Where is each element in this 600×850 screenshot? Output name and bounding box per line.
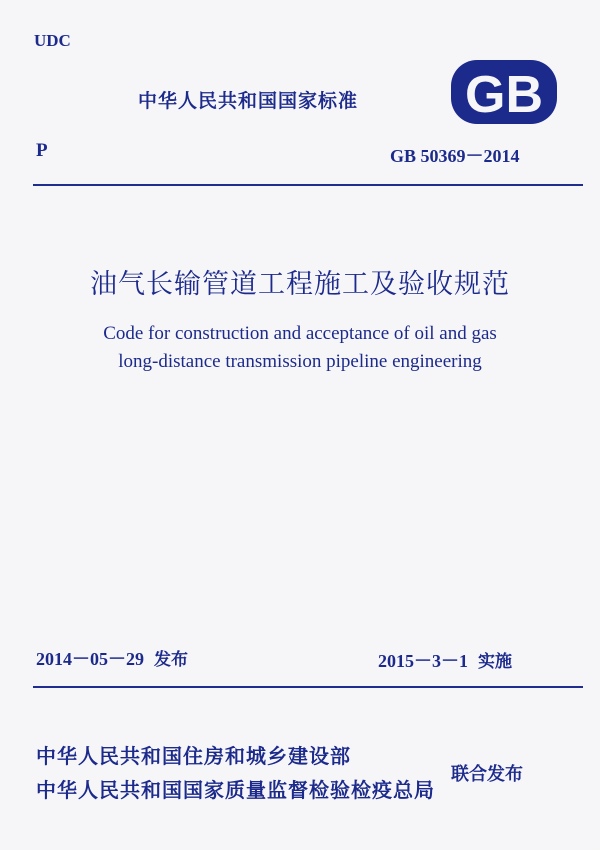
issue-date: 2014－05－29 [36,649,144,669]
implementation-date-line [378,647,512,673]
issuer-ministry-housing: 中华人民共和国住房和城乡建设部 [36,744,351,768]
english-title-line-1: Code for construction and acceptance of oil and gas [103,323,497,344]
issue-label: 发布 [154,650,188,670]
standard-number: GB 50369－2014 [390,146,520,166]
english-title [0,320,600,376]
udc-label: UDC [34,31,71,50]
implementation-date: 2015－3－1 [378,651,468,671]
category-code: P [36,140,48,161]
header-divider [33,184,583,186]
gb-logo-text: GB [465,66,543,124]
chinese-title: 油气长输管道工程施工及验收规范 [90,269,510,300]
issue-date-line [36,645,188,671]
implementation-label: 实施 [478,652,512,672]
national-standard-heading: 中华人民共和国国家标准 [138,90,359,112]
joint-issue-label: 联合发布 [451,764,523,785]
english-title-line-2: long-distance transmission pipeline engineering [118,351,482,372]
footer-divider [33,686,583,688]
gb-logo [449,58,559,126]
issuer-aqsiq: 中华人民共和国国家质量监督检验检疫总局 [36,778,435,802]
